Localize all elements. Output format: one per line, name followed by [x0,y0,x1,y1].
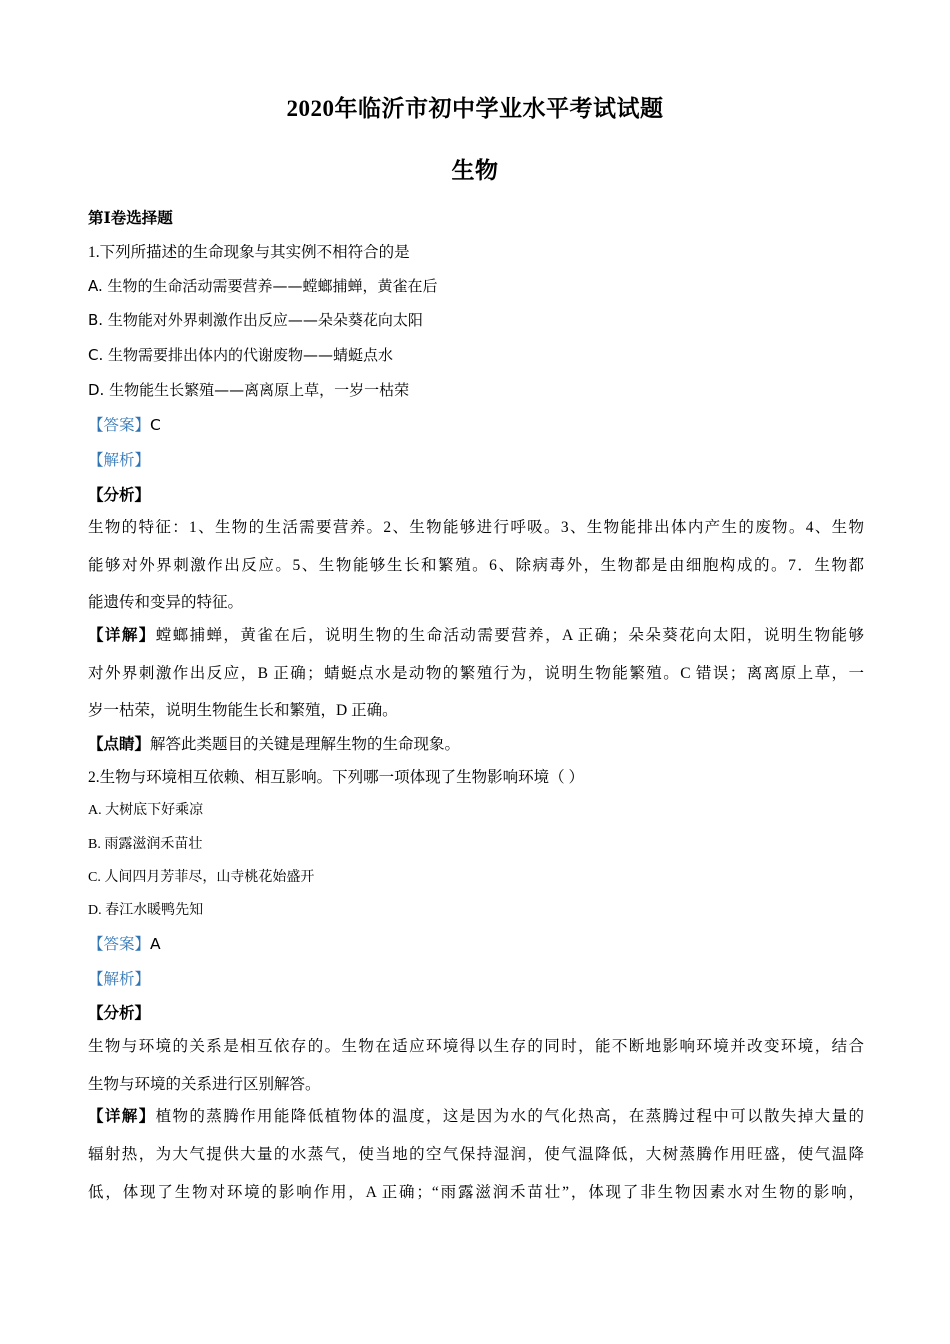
q2-option-b: B. 雨露滋润禾苗壮 [88,837,203,852]
subject-title: 生物 [451,158,499,183]
q1-option-c: C. 生物需要排出体内的代谢废物——蜻蜓点水 [88,346,394,364]
q2-stem: 2.生物与环境相互依赖、相互影响。下列哪一项体现了生物影响环境（ ） [88,769,585,786]
q1-comment [88,732,864,754]
q1-detail-line-3: 岁一枯荣，说明生物能生长和繁殖，D 正确。 [88,702,398,719]
q1-fenxi-line-3: 能遗传和变异的特征。 [88,594,244,611]
q1-answer-label: 【答案】 [88,417,151,434]
q2-fenxi-line-1: 生物与环境的关系是相互依存的。生物在适应环境得以生存的同时，能不断地影响环境并改变环境，结合 [88,1038,864,1055]
q2-detail-line-1 [88,1104,864,1126]
q1-answer-value: C [150,416,161,434]
q1-option-b: B. 生物能对外界刺激作出反应——朵朵葵花向太阳 [88,311,423,329]
q2-detail-label: 【详解】 [88,1108,156,1125]
q1-fenxi-label: 【分析】 [88,487,151,504]
q2-fenxi-label: 【分析】 [88,1005,151,1022]
exam-title: 2020年临沂市初中学业水平考试试题 [286,96,664,121]
q1-comment-text: 解答此类题目的关键是理解生物的生命现象。 [150,736,461,753]
q1-stem: 1.下列所描述的生命现象与其实例不相符合的是 [88,244,410,261]
q1-option-d: D. 生物能生长繁殖——离离原上草，一岁一枯荣 [88,381,410,399]
q2-analysis-label: 【解析】 [88,971,151,988]
section-heading: 第Ⅰ卷选择题 [88,210,173,227]
q1-fenxi-line-2: 能够对外界刺激作出反应。5、生物能够生长和繁殖。6、除病毒外，生物都是由细胞构成的。7．生物都 [88,557,864,574]
q1-detail-label: 【详解】 [88,627,156,644]
q2-detail-line-3: 低，体现了生物对环境的影响作用，A 正确；“雨露滋润禾苗壮”，体现了非生物因素水对生物的影响， [88,1184,864,1201]
q2-option-c: C. 人间四月芳菲尽，山寺桃花始盛开 [88,870,315,885]
q2-answer [88,932,864,954]
q1-detail-line-1 [88,623,864,645]
q2-detail-text-1: 植物的蒸腾作用能降低植物体的温度，这是因为水的气化热高，在蒸腾过程中可以散失掉大量的 [155,1108,864,1125]
q2-answer-label: 【答案】 [88,936,151,953]
q1-answer [88,413,864,435]
q2-detail-line-2: 辐射热，为大气提供大量的水蒸气，使当地的空气保持湿润，使气温降低，大树蒸腾作用旺盛，使气温降 [88,1146,864,1163]
q2-option-a: A. 大树底下好乘凉 [88,803,204,818]
q1-detail-line-2: 对外界刺激作出反应，B 正确；蜻蜓点水是动物的繁殖行为，说明生物能繁殖。C 错误；离离原上草，一 [88,665,864,682]
q1-detail-text-1: 螳螂捕蝉，黄雀在后，说明生物的生命活动需要营养，A 正确；朵朵葵花向太阳，说明生物能够 [155,627,864,644]
q1-fenxi-line-1: 生物的特征：1、生物的生活需要营养。2、生物能够进行呼吸。3、生物能排出体内产生的废物。4、生物 [88,519,864,536]
q2-option-d: D. 春江水暖鸭先知 [88,903,204,918]
q1-comment-label: 【点睛】 [88,736,151,753]
q2-fenxi-line-2: 生物与环境的关系进行区别解答。 [88,1076,321,1093]
q1-option-a: A. 生物的生命活动需要营养——螳螂捕蝉，黄雀在后 [88,277,438,295]
q2-answer-value: A [150,935,161,953]
q1-analysis-label: 【解析】 [88,452,151,469]
